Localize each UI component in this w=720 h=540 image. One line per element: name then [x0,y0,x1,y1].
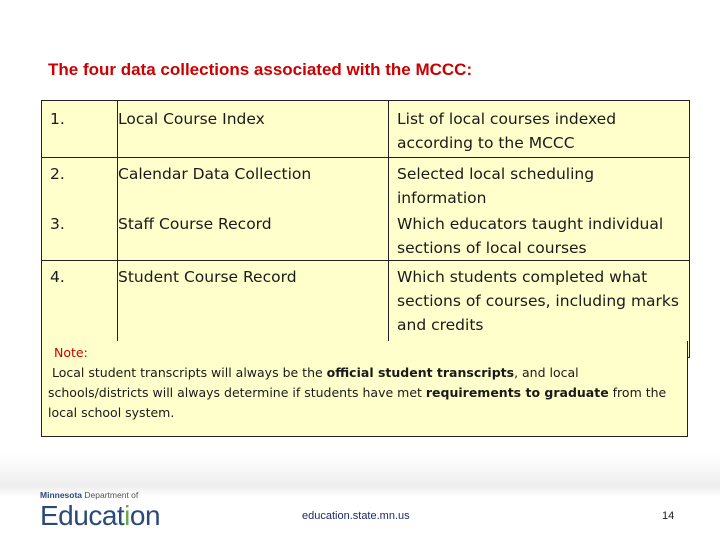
note-emphasis: official student transcripts [326,365,515,380]
table-row [42,158,690,211]
row-number: 1. [42,101,118,158]
footer-url: education.state.mn.us [302,510,410,522]
data-collections-table [41,100,690,358]
collection-description: List of local courses indexed according to the MCCC [397,110,617,152]
note-emphasis: requirements to graduate [425,385,609,400]
table-row [42,210,690,261]
collection-description: Which students completed what sections of courses, including marks and credits [397,268,679,334]
note-text: Local student transcripts will always be the official student transcripts, and local schools/districts will always determine if students have met requirements to graduate from the local school system. [48,365,667,420]
collection-name: Calendar Data Collection [118,165,312,183]
mde-logo: Minnesota Department of Education [40,490,161,531]
slide-title: The four data collections associated with the MCCC: [48,60,473,79]
collection-description: Selected local scheduling information [397,165,595,207]
row-number: 4. [42,261,118,358]
table-row [42,101,690,158]
note-box [41,341,688,437]
collection-name: Staff Course Record [118,210,389,261]
page-number: 14 [662,510,675,522]
collection-description: Which educators taught individual sections of local courses [397,215,664,257]
collection-name: Local Course Index [118,101,389,158]
row-number: 3. [42,210,118,261]
row-number: 2. [42,158,118,211]
note-label: Note: [54,345,88,360]
collection-name: Student Course Record [118,268,297,286]
